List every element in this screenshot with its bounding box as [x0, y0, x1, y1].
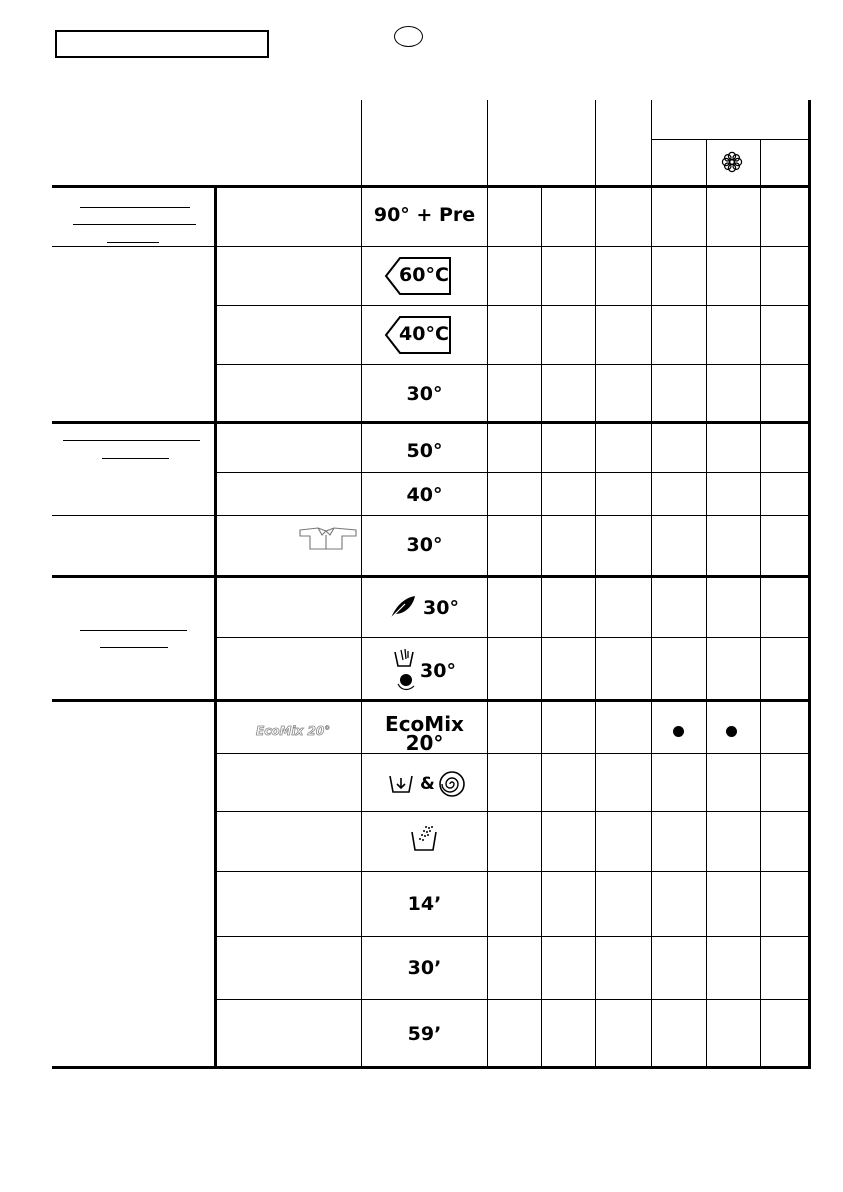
header-title-box: [55, 30, 269, 58]
table-row-rule-7: [214, 811, 810, 812]
col-divider-f: [760, 139, 761, 1067]
table-row-rule-2: [214, 364, 810, 365]
temp-cell-7: 30°: [406, 534, 443, 556]
table-row-rule-9: [214, 936, 810, 937]
temp-tag-40: [384, 315, 452, 355]
dot-ecomix-col2: [726, 726, 737, 737]
temp-tag-60: [384, 256, 452, 296]
table-thick-rule-3: [52, 699, 810, 702]
temp-cell-15: 59’: [407, 1023, 442, 1045]
temp-cell-9-label: 30°: [420, 660, 456, 682]
col-divider-d: [651, 100, 652, 1067]
temp-cell-8-label: 30°: [423, 597, 459, 619]
shirt-icon: [298, 527, 358, 551]
temp-cell-1: 90° + Pre: [373, 204, 476, 226]
table-right-border: [808, 100, 811, 1069]
temp-cell-8: [389, 594, 469, 622]
temp-tag-60-label: 60°C: [399, 264, 449, 286]
col-divider-b: [541, 186, 542, 1067]
group1-underline-2: [73, 224, 196, 225]
temp-cell-5: 50°: [406, 440, 443, 462]
group1-underline-3: [107, 242, 159, 243]
table-row-rule-8: [214, 871, 810, 872]
temp-cell-13: 14’: [407, 893, 442, 915]
table-row-rule-6: [214, 753, 810, 754]
temp-cell-4: 30°: [406, 383, 443, 405]
col-divider-left: [214, 186, 217, 1067]
col-divider-e: [706, 139, 707, 1067]
header-group-rule: [651, 139, 810, 140]
temp-cell-14: 30’: [407, 957, 442, 979]
table-row-rule-4: [52, 515, 810, 516]
col-divider-c: [595, 100, 596, 1067]
col-divider-a: [487, 100, 488, 1067]
table-thick-rule-1: [52, 421, 810, 424]
left-group-rule-246: [52, 246, 214, 247]
language-badge: [394, 26, 423, 47]
table-row-rule-5: [214, 637, 810, 638]
group4-underline-1: [80, 630, 187, 631]
table-row-rule-3: [214, 472, 810, 473]
hand-wash-icon: [392, 646, 416, 692]
group2-underline-2: [102, 458, 169, 459]
table-row-rule-1: [214, 305, 810, 306]
flower-icon: [721, 151, 743, 173]
feather-icon: [389, 594, 417, 620]
group1-underline-1: [80, 207, 190, 208]
temp-cell-6: 40°: [406, 484, 443, 506]
drain-icon: [388, 770, 414, 798]
col-divider-temp: [361, 100, 362, 1067]
temp-cell-10-line2: 20°: [405, 731, 444, 755]
rinse-icon: [410, 824, 438, 854]
group2-underline-1: [63, 440, 200, 441]
temp-tag-40-label: 40°C: [399, 323, 449, 345]
temp-cell-9: [392, 646, 472, 692]
group4-underline-2: [100, 647, 168, 648]
spin-icon: [438, 770, 466, 798]
table-bottom-rule: [52, 1066, 810, 1069]
dot-ecomix-col1: [673, 726, 684, 737]
temp-cell-10-line1: EcoMix: [385, 712, 464, 736]
ecomix-program-label: EcoMix 20°: [256, 724, 331, 738]
table-row-rule-10: [214, 999, 810, 1000]
temp-cell-11-amp: &: [420, 774, 435, 794]
temp-cell-11: [388, 770, 468, 800]
table-thick-rule-0: [52, 185, 810, 188]
table-thick-rule-2: [52, 575, 810, 578]
